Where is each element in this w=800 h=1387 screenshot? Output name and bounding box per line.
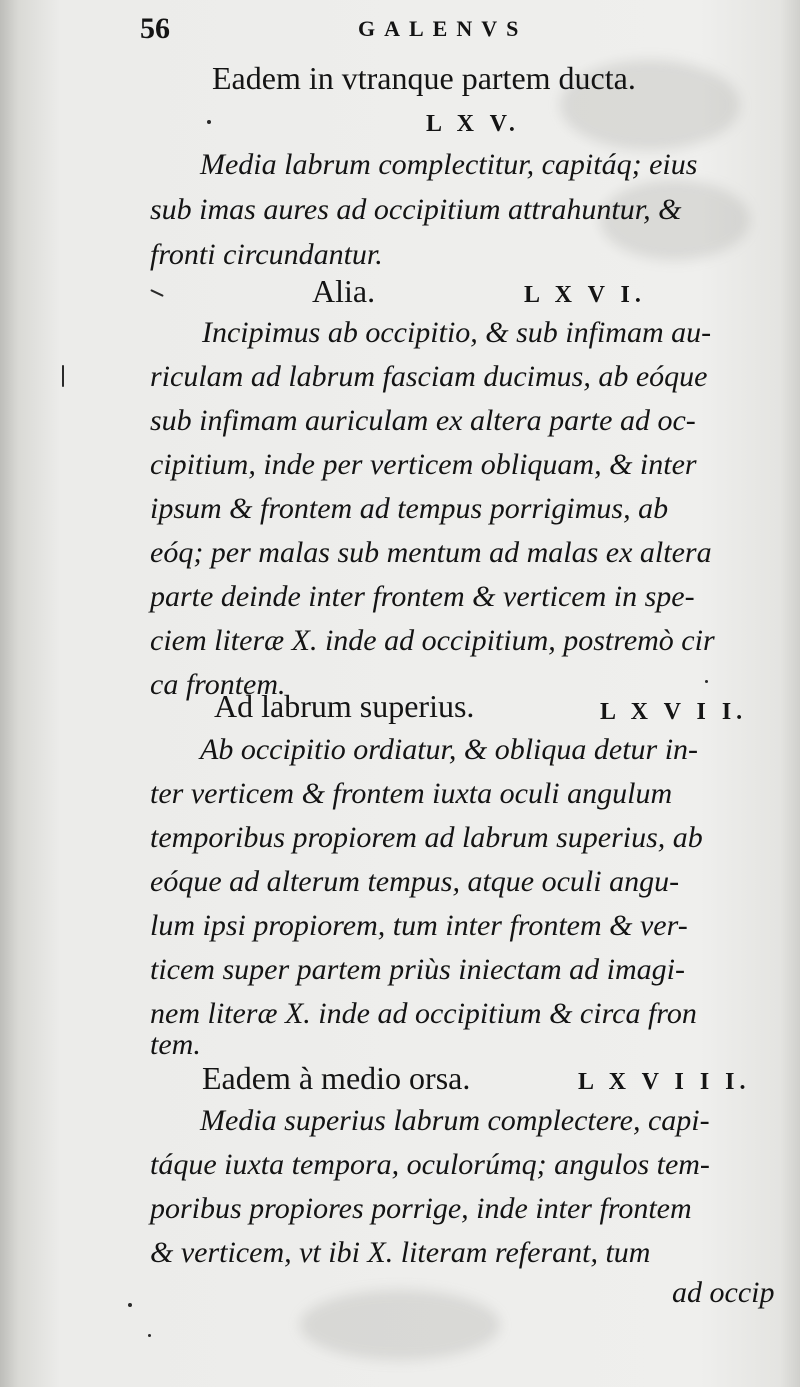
ink-speck [207,120,211,124]
section-number: L X V I. [524,282,646,308]
text-line: cipitium, inde per verticem obliquam, & inter [150,448,697,481]
ink-speck [705,680,708,683]
text-line: ciem literæ X. inde ad occipitium, postremò cir [150,624,715,657]
text-line: sub imas aures ad occipitium attrahuntur, & [150,193,682,226]
text-line: poribus propiores porrige, inde inter frontem [150,1192,692,1225]
text-line: ter verticem & frontem iuxta oculi angulum [150,777,673,810]
section-title: Eadem à medio orsa. [202,1060,471,1096]
section-title: Alia. [312,273,376,309]
section-title: Eadem in vtranque partem ducta. [212,60,636,96]
running-title: GALENVS [358,16,528,41]
section-number: L X V. [426,111,520,137]
section-number: L X V I I. [600,699,748,725]
text-line: Media labrum complectitur, capitáq; eius [200,148,698,181]
text-line: temporibus propiorem ad labrum superius, ab [150,821,703,854]
catchword: ad occip [672,1276,775,1309]
text-line: tem. [150,1028,201,1061]
text-line: riculam ad labrum fasciam ducimus, ab eóque [150,360,708,393]
text-line: ca frontem. [150,668,286,701]
section-title: Ad labrum superius. [214,688,475,724]
page-smudge [300,1290,500,1360]
text-line: sub infimam auriculam ex altera parte ad oc- [150,404,696,437]
ink-speck [148,1334,151,1337]
text-line: parte deinde inter frontem & verticem in spe- [150,580,695,613]
text-line: lum ipsi propiorem, tum inter frontem & ver- [150,909,688,942]
text-line: & verticem, vt ibi X. literam referant, tum [150,1236,651,1269]
text-line: Media superius labrum complectere, capi- [200,1104,710,1137]
text-line: táque iuxta tempora, oculorúmq; angulos tem- [150,1148,710,1181]
page-number: 56 [140,12,170,45]
text-line: Incipimus ab occipitio, & sub infimam au- [202,316,712,349]
section-number: L X V I I I. [578,1069,751,1095]
text-line: nem literæ X. inde ad occipitium & circa fron [150,997,697,1030]
text-line: fronti circundantur. [150,238,383,271]
ink-speck [150,289,164,297]
ink-speck [62,365,64,387]
text-line: ticem super partem priùs iniectam ad imagi- [150,953,685,986]
ink-speck [128,1303,132,1307]
text-line: eóq; per malas sub mentum ad malas ex altera [150,536,712,569]
text-line: eóque ad alterum tempus, atque oculi angu- [150,865,680,898]
text-line: ipsum & frontem ad tempus porrigimus, ab [150,492,669,525]
text-line: Ab occipitio ordiatur, & obliqua detur in- [200,733,699,766]
